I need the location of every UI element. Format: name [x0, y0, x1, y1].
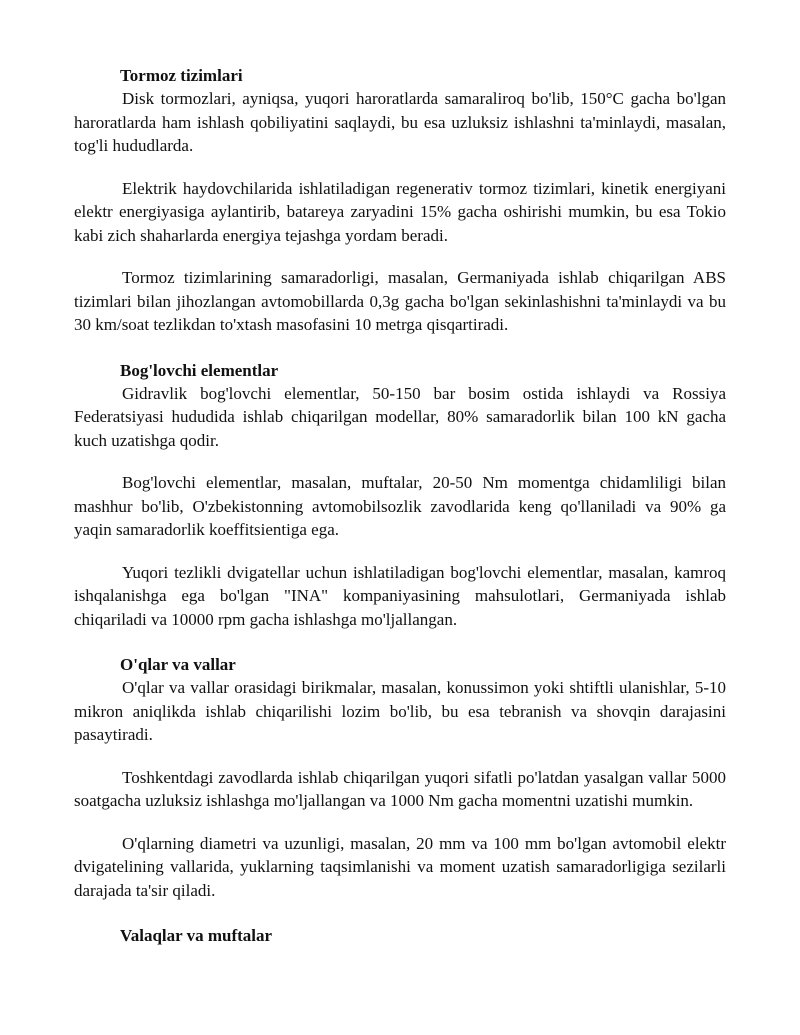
- paragraph: Toshkentdagi zavodlarda ishlab chiqarilgan yuqori sifatli po'latdan yasalgan vallar 5000 soatgacha uzluksiz ishlashga mo'ljallangan va 1000 Nm gacha momentni uzatishi mumkin.: [74, 767, 726, 810]
- paragraph: Bog'lovchi elementlar, masalan, muftalar, 20-50 Nm momentga chidamliligi bilan mashhur bo'lib, O'zbekistonning avtomobilsozlik zavodlarida keng qo'llaniladi va 90% ga yaqin samaradorlik koeffitsientiga ega.: [74, 473, 726, 539]
- section-heading-boglovchi: Bog'lovchi elementlar: [120, 360, 279, 380]
- paragraph: Tormoz tizimlarining samaradorligi, masalan, Germaniyada ishlab chiqarilgan ABS tizimlari bilan jihozlangan avtomobillarda 0,3g gacha bo'lgan sekinlashishni ta'minlaydi va bu 30 km/soat tezlikdan to'xtash masofasini 10 metrga qisqartiradi.: [74, 268, 726, 334]
- section-heading-tormoz: Tormoz tizimlari: [120, 66, 243, 85]
- paragraph: Disk tormozlari, ayniqsa, yuqori haroratlarda samaraliroq bo'lib, 150°C gacha bo'lgan haroratlarda ham ishlash qobiliyatini saqlaydi, bu esa uzluksiz ishlashni ta'minlaydi, masalan, tog'li hududlarda.: [74, 89, 726, 155]
- paragraph: O'qlar va vallar orasidagi birikmalar, masalan, konussimon yoki shtiftli ulanishlar, 5-10 mikron aniqlikda ishlab chiqarilishi lozim bo'lib, bu esa tebranish va shovqin darajasini pasaytiradi.: [74, 678, 726, 744]
- paragraph: O'qlarning diametri va uzunligi, masalan, 20 mm va 100 mm bo'lgan avtomobil elektr dvigatelining vallarida, yuklarning taqsimlanishi va moment uzatish samaradorligiga sezilarli darajada ta'sir qiladi.: [74, 833, 726, 900]
- paragraph: Gidravlik bog'lovchi elementlar, 50-150 bar bosim ostida ishlaydi va Rossiya Federatsiyasi hududida ishlab chiqarilgan modellar, 80% samaradorlik bilan 100 kN gacha kuch uzatishga qodir.: [74, 383, 726, 450]
- section-heading-oqlar: O'qlar va vallar: [120, 655, 236, 674]
- paragraph: Yuqori tezlikli dvigatellar uchun ishlatiladigan bog'lovchi elementlar, masalan, kamroq ishqalanishga ega bo'lgan "INA" kompaniyasining mahsulotlari, Germaniyada ishlab chiqariladi va 10000 rpm gacha ishlashga mo'ljallangan.: [74, 562, 726, 629]
- document-page: [74, 64, 726, 947]
- paragraph: Elektrik haydovchilarida ishlatiladigan regenerativ tormoz tizimlari, kinetik energiyani elektr energiyasiga aylantirib, batareya zaryadini 15% gacha oshirishi mumkin, bu esa Tokio kabi zich shaharlarda energiya tejashga yordam beradi.: [74, 178, 726, 245]
- section-heading-valaqlar: Valaqlar va muftalar: [120, 926, 273, 945]
